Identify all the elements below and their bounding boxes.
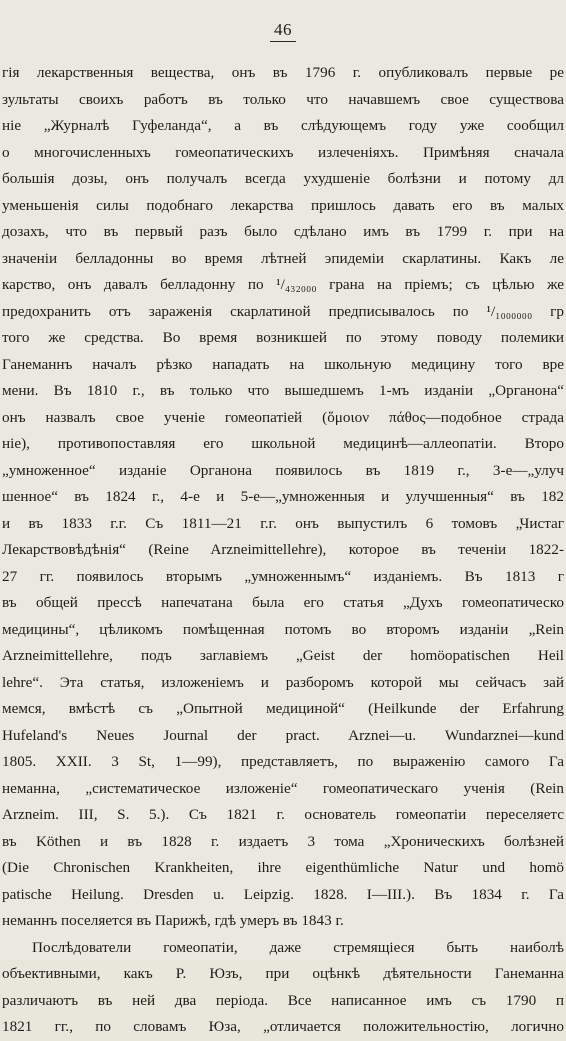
text-line: неманнъ поселяется въ Парижѣ, гдѣ умеръ въ 1843 г. <box>2 912 344 929</box>
text-line: Hufeland's Neues Journal der pract. Arznei—u. Wundarznei—kund <box>2 726 564 744</box>
text-line: онъ назвалъ свое ученіе гомеопатіей (ὅμοιον πάθος—подобное страда <box>2 408 564 426</box>
text-line: шенное“ въ 1824 г., 4-е и 5-е—„умноженныя и улучшенныя“ въ 182 <box>2 488 564 505</box>
text-line: о многочисленныхъ гомеопатическихъ излеченіяхъ. Примѣняя сначала <box>2 143 564 161</box>
text-line: предохранить отъ зараженія скарлатиной предписывалось по ¹/₁₀₀₀₀₀₀ гр <box>2 302 564 320</box>
body-text <box>2 60 564 1041</box>
text-line: мени. Въ 1810 г., въ только что вышедшемъ 1-мъ изданіи „Органона“ <box>2 382 564 399</box>
text-line: ніе „Журналѣ Гуфеланда“, а въ слѣдующемъ году уже сообщил <box>2 117 564 134</box>
text-line: значеніи белладонны во время лѣтней эпидеміи скарлатины. Какъ ле <box>2 249 564 267</box>
page-number: 46 <box>0 20 566 42</box>
text-line: въ общей прессѣ напечатана была его статья „Духъ гомеопатическо <box>2 594 564 611</box>
text-line: patische Heilung. Dresden u. Leipzig. 1828. I—III.). Въ 1834 г. Га <box>2 885 564 903</box>
text-line: дозахъ, что въ первый разъ было сдѣлано имъ въ 1799 г. при на <box>2 223 564 240</box>
text-line: 1805. XXII. 3 St, 1—99), представляетъ, по выраженію самого Га <box>2 753 564 770</box>
text-line: (Die Chronischen Krankheiten, ihre eigenthümliche Natur und homö <box>2 859 564 876</box>
text-line: 27 гг. появилось вторымъ „умноженнымъ“ изданіемъ. Въ 1813 г <box>2 567 564 585</box>
text-line: карство, онъ давалъ белладонну по ¹/₄₃₂₀₀₀ грана на пріемъ; съ цѣлью же <box>2 276 564 293</box>
text-line: Ганеманнъ началъ рѣзко нападать на школьную медицину того вре <box>2 355 564 373</box>
text-line: объективными, какъ P. Юзъ, при оцѣнкѣ дѣятельности Ганеманна <box>2 965 564 982</box>
text-line: ніе), противопоставляя его школьной медицинѣ—аллеопатіи. Второ <box>2 435 564 452</box>
text-line: зультаты своихъ работъ въ только что начавшемъ свое существова <box>2 90 564 108</box>
text-line: Arzneim. III, S. 5.). Съ 1821 г. основатель гомеопатіи переселяетс <box>2 806 564 823</box>
text-line: „умноженное“ изданіе Органона появилось въ 1819 г., 3-е—„улуч <box>2 461 564 479</box>
text-line: мемся, вмѣстѣ съ „Опытной медициной“ (Heilkunde der Erfahrung <box>2 700 564 717</box>
text-line: Arzneimittellehre, подъ заглавіемъ „Geist der homöopatischen Heil <box>2 647 564 664</box>
text-line: и въ 1833 г.г. Съ 1811—21 г.г. онъ выпустилъ 6 томовъ „Чистаг <box>2 514 564 532</box>
text-line: lehre“. Эта статья, изложеніемъ и разборомъ которой мы сейчасъ зай <box>2 673 564 691</box>
text-line: уменьшенія силы подобнаго лекарства пришлось давать его въ малых <box>2 196 564 214</box>
text-line: большія дозы, онъ получалъ всегда ухудшеніе болѣзни и потому дл <box>2 170 564 187</box>
text-line: медицины“, цѣликомъ помѣщенная потомъ во второмъ изданіи „Rein <box>2 620 564 638</box>
text-line: неманна, „систематическое изложеніе“ гомеопатическаго ученія (Rein <box>2 779 564 797</box>
text-line: Послѣдователи гомеопатіи, даже стремящіеся быть наиболѣ <box>32 938 564 956</box>
text-line: въ Köthen и въ 1828 г. издаетъ 3 тома „Хроническихъ болѣзней <box>2 832 564 850</box>
text-line: 1821 гг., по словамъ Юза, „отличается положительностію, логично <box>2 1018 564 1035</box>
text-line: различаютъ въ ней два періода. Все написанное имъ съ 1790 п <box>2 991 564 1009</box>
text-line: гія лекарственныя вещества, онъ въ 1796 г. опубликовалъ первые ре <box>2 64 564 81</box>
text-line: Лекарствовѣдѣнія“ (Reine Arzneimittellehre), которое въ теченіи 1822- <box>2 541 564 558</box>
text-line: того же средства. Во время возникшей по этому поводу полемики <box>2 329 564 346</box>
